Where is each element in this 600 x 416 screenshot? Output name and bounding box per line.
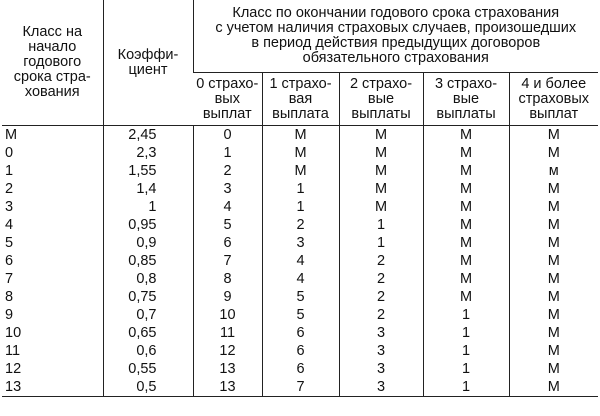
cell-start-class: 12 — [5, 361, 22, 377]
cell-0-payouts: 4 — [193, 198, 262, 216]
cell-4plus-payouts: м — [509, 162, 598, 180]
cell-start-class: 10 — [5, 325, 22, 341]
header-row-top — [2, 0, 598, 73]
cell-2-payouts: 2 — [339, 252, 423, 270]
cell-4plus-payouts: М — [509, 342, 598, 360]
cell-2-payouts: М — [339, 126, 423, 145]
cell-4plus-payouts: М — [509, 288, 598, 306]
cell-1-payout: 2 — [262, 216, 339, 234]
table-row — [2, 252, 598, 270]
cell-3-payouts: М — [423, 180, 509, 198]
cell-3-payouts: М — [423, 216, 509, 234]
cell-4plus-payouts: М — [509, 270, 598, 288]
cell-0-payouts: 5 — [193, 216, 262, 234]
cell-start-class: 1 — [5, 163, 14, 179]
cell-0-payouts: 12 — [193, 342, 262, 360]
cell-3-payouts: М — [423, 288, 509, 306]
cell-4plus-payouts: М — [509, 378, 598, 397]
cell-1-payout: 6 — [262, 342, 339, 360]
cell-0-payouts: 6 — [193, 234, 262, 252]
cell-coefficient: 0,95 — [103, 216, 193, 234]
cell-0-payouts: 8 — [193, 270, 262, 288]
table-row — [2, 234, 598, 252]
header-sub-2-payouts: 2 страхо- вые выплаты — [339, 73, 423, 126]
table-row — [2, 378, 598, 397]
cell-0-payouts: 3 — [193, 180, 262, 198]
header-sub-3-payouts: 3 страхо- вые выплаты — [423, 73, 509, 126]
cell-4plus-payouts: М — [509, 126, 598, 145]
cell-4plus-payouts: М — [509, 144, 598, 162]
cell-1-payout: 5 — [262, 288, 339, 306]
cell-1-payout: 3 — [262, 234, 339, 252]
cell-coefficient: 0,8 — [103, 270, 193, 288]
cell-2-payouts: 1 — [339, 234, 423, 252]
cell-4plus-payouts: М — [509, 324, 598, 342]
cell-3-payouts: 1 — [423, 342, 509, 360]
cell-2-payouts: 3 — [339, 378, 423, 397]
cell-0-payouts: 13 — [193, 360, 262, 378]
cell-1-payout: 5 — [262, 306, 339, 324]
cell-start-class: 5 — [5, 235, 14, 251]
header-sub-1-payout: 1 страхо- вая выплата — [262, 73, 339, 126]
cell-1-payout: 1 — [262, 198, 339, 216]
cell-2-payouts: 2 — [339, 270, 423, 288]
cell-3-payouts: 1 — [423, 378, 509, 397]
cell-0-payouts: 13 — [193, 378, 262, 397]
cell-4plus-payouts: М — [509, 360, 598, 378]
cell-coefficient: 0,55 — [103, 360, 193, 378]
table-row — [2, 288, 598, 306]
cell-4plus-payouts: М — [509, 180, 598, 198]
table-row — [2, 126, 598, 145]
cell-coefficient: 2,45 — [103, 126, 193, 145]
cell-3-payouts: М — [423, 252, 509, 270]
table-row — [2, 216, 598, 234]
cell-4plus-payouts: М — [509, 306, 598, 324]
cell-start-class: 9 — [5, 307, 14, 323]
cell-coefficient: 0,85 — [103, 252, 193, 270]
cell-start-class: 4 — [5, 217, 14, 233]
cell-0-payouts: 0 — [193, 126, 262, 145]
table-row — [2, 324, 598, 342]
cell-coefficient: 1 — [103, 198, 193, 216]
header-end-class-group: Класс по окончании годового срока страхования с учетом наличия страховых случаев, произошедших в период действия предыдущих договоров обязательного страхования — [193, 0, 598, 73]
table-row — [2, 360, 598, 378]
cell-0-payouts: 10 — [193, 306, 262, 324]
header-sub-0-payouts: 0 страхо- вых выплат — [193, 73, 262, 126]
cell-2-payouts: 2 — [339, 306, 423, 324]
cell-0-payouts: 7 — [193, 252, 262, 270]
cell-2-payouts: М — [339, 162, 423, 180]
cell-1-payout: 1 — [262, 180, 339, 198]
table-row — [2, 270, 598, 288]
table-row — [2, 342, 598, 360]
table-row — [2, 306, 598, 324]
table-row — [2, 162, 598, 180]
cell-1-payout: М — [262, 144, 339, 162]
cell-3-payouts: 1 — [423, 324, 509, 342]
cell-2-payouts: М — [339, 144, 423, 162]
cell-coefficient: 2,3 — [103, 144, 193, 162]
cell-start-class: 0 — [5, 145, 14, 161]
cell-1-payout: 4 — [262, 270, 339, 288]
cell-3-payouts: 1 — [423, 306, 509, 324]
cell-2-payouts: М — [339, 198, 423, 216]
cell-coefficient: 1,4 — [103, 180, 193, 198]
cell-3-payouts: М — [423, 198, 509, 216]
header-coefficient: Коэффи- циент — [103, 0, 193, 126]
cell-2-payouts: 1 — [339, 216, 423, 234]
cell-coefficient: 0,7 — [103, 306, 193, 324]
cell-1-payout: 6 — [262, 324, 339, 342]
cell-2-payouts: М — [339, 180, 423, 198]
cell-0-payouts: 1 — [193, 144, 262, 162]
cell-coefficient: 0,65 — [103, 324, 193, 342]
cell-3-payouts: М — [423, 126, 509, 145]
cell-start-class: 11 — [5, 343, 21, 359]
cell-1-payout: 7 — [262, 378, 339, 397]
cell-2-payouts: 3 — [339, 342, 423, 360]
cell-1-payout: 4 — [262, 252, 339, 270]
table-row — [2, 180, 598, 198]
table-row — [2, 144, 598, 162]
cell-2-payouts: 2 — [339, 288, 423, 306]
cell-start-class: М — [5, 127, 18, 143]
header-start-class: Класс на начало годового срока стра- хования — [2, 0, 103, 126]
cell-coefficient: 0,6 — [103, 342, 193, 360]
cell-2-payouts: 3 — [339, 360, 423, 378]
cell-0-payouts: 2 — [193, 162, 262, 180]
cell-start-class: 13 — [2, 378, 103, 397]
cell-1-payout: М — [262, 162, 339, 180]
cell-3-payouts: М — [423, 270, 509, 288]
cell-4plus-payouts: М — [509, 234, 598, 252]
cell-coefficient: 0,5 — [103, 378, 193, 397]
cell-0-payouts: 11 — [193, 324, 262, 342]
cell-coefficient: 0,9 — [103, 234, 193, 252]
cell-coefficient: 1,55 — [103, 162, 193, 180]
cell-start-class: 3 — [5, 199, 14, 215]
cell-coefficient: 0,75 — [103, 288, 193, 306]
cell-start-class: 2 — [5, 181, 14, 197]
cell-3-payouts: 1 — [423, 360, 509, 378]
table-row — [2, 198, 598, 216]
cell-0-payouts: 9 — [193, 288, 262, 306]
cell-3-payouts: М — [423, 234, 509, 252]
cell-3-payouts: М — [423, 162, 509, 180]
cell-1-payout: М — [262, 126, 339, 145]
bonus-malus-table — [2, 0, 598, 397]
cell-start-class: 8 — [5, 289, 14, 305]
cell-4plus-payouts: М — [509, 198, 598, 216]
header-sub-4plus-payouts: 4 и более страховых выплат — [509, 73, 598, 126]
cell-4plus-payouts: М — [509, 252, 598, 270]
cell-start-class: 7 — [5, 271, 14, 287]
cell-1-payout: 6 — [262, 360, 339, 378]
cell-2-payouts: 3 — [339, 324, 423, 342]
cell-start-class: 6 — [5, 253, 14, 269]
cell-4plus-payouts: М — [509, 216, 598, 234]
cell-3-payouts: М — [423, 144, 509, 162]
